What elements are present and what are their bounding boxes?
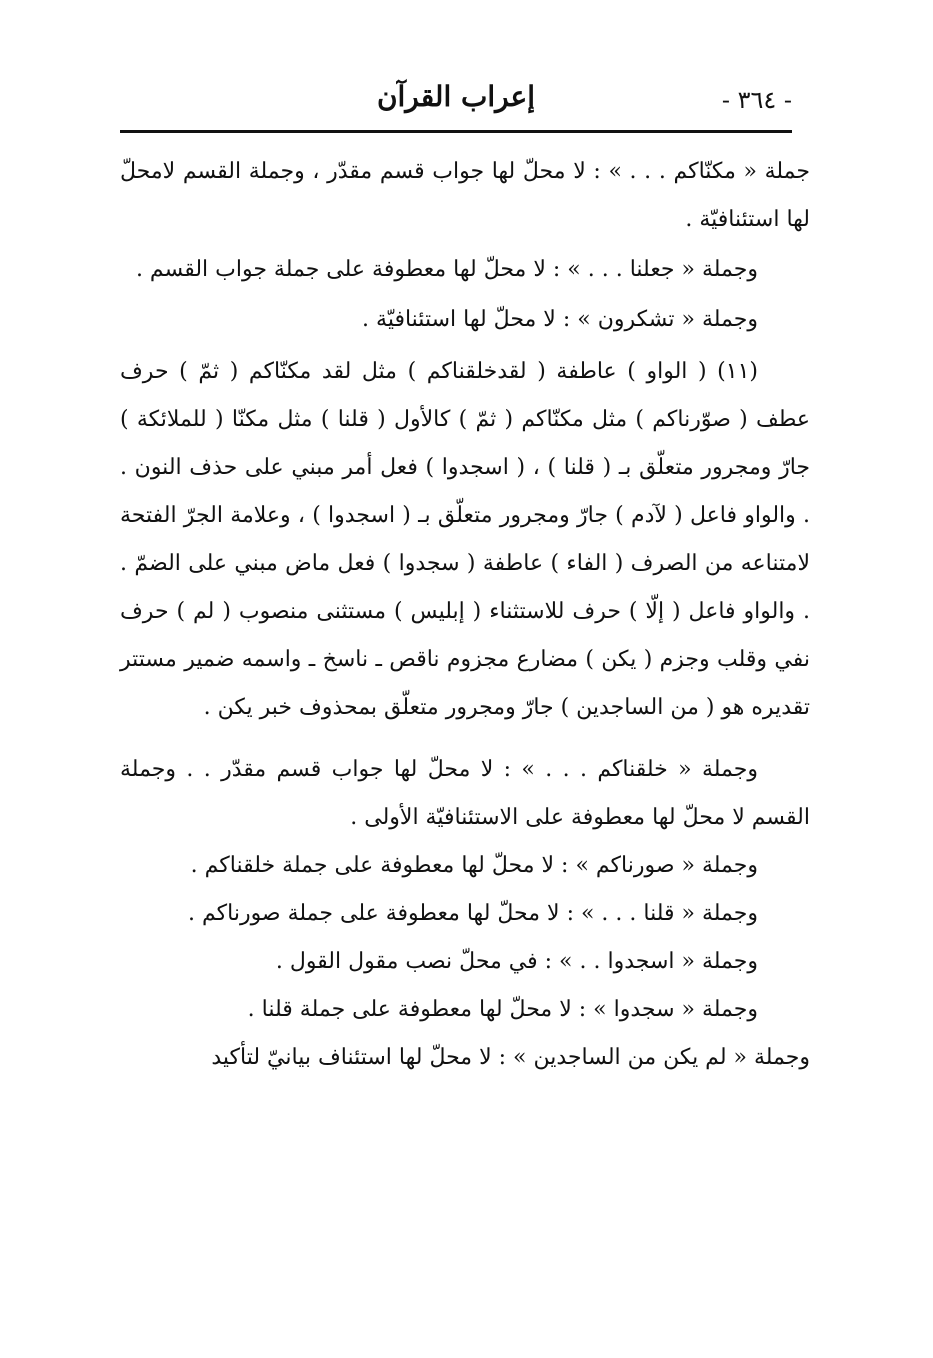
header-rule xyxy=(120,130,792,133)
page-number: - ٣٦٤ - xyxy=(721,86,792,114)
paragraph-5: وجملة « صورناكم » : لا محلّ لها معطوفة على جملة خلقناكم . xyxy=(190,853,758,878)
book-title: إعراب القرآن xyxy=(376,80,536,113)
paragraph-4: وجملة « خلقناكم . . . » : لا محلّ لها جواب قسم مقدّر . . وجملة القسم لا محلّ لها معطوفة على الاستئنافيّة الأولى . xyxy=(120,757,810,830)
paragraph-1: جملة « مكنّاكم . . . » : لا محلّ لها جواب قسم مقدّر ، وجملة القسم لامحلّ لها استئنافيّة . xyxy=(120,159,811,232)
paragraph-3: وجملة « تشكرون » : لا محلّ لها استئنافيّة . xyxy=(362,307,758,332)
page-body xyxy=(120,148,810,1082)
paragraph-verse-11: (١١) ( الواو ) عاطفة ( لقدخلقناكم ) مثل لقد مكنّاكم ( ثمّ ) حرف عطف ( صوّرناكم ) مثل مكنّاكم ( ثمّ ) كالأول ( قلنا ) مثل مكنّا ( للملائكة ) جارّ ومجرور متعلّق بـ ( قلنا ) ، ( اسجدوا ) فعل أمر مبني على حذف النون . . والواو فاعل ( لآدم ) جارّ ومجرور متعلّق بـ ( اسجدوا ) ، وعلامة الجرّ الفتحة لامتناعه من الصرف ( الفاء ) عاطفة ( سجدوا ) فعل ماض مبني على الضمّ . . والواو فاعل ( إلّا ) حرف للاستثناء ( إبليس ) مستثنى منصوب ( لم ) حرف نفي وقلب وجزم ( يكن ) مضارع مجزوم ناقص ـ ناسخ ـ واسمه ضمير مستتر تقديره هو ( من الساجدين ) جارّ ومجرور متعلّق بمحذوف خبر يكن . xyxy=(120,359,810,720)
paragraph-7: وجملة « اسجدوا . . » : في محلّ نصب مقول القول . xyxy=(275,949,758,974)
page-header xyxy=(120,78,792,128)
paragraph-9: وجملة « لم يكن من الساجدين » : لا محلّ لها استئناف بيانيّ لتأكيد xyxy=(211,1045,810,1070)
paragraph-2: وجملة « جعلنا . . . » : لا محلّ لها معطوفة على جملة جواب القسم . xyxy=(135,257,758,282)
paragraph-6: وجملة « قلنا . . . » : لا محلّ لها معطوفة على جملة صورناكم . xyxy=(188,901,758,926)
paragraph-8: وجملة « سجدوا » : لا محلّ لها معطوفة على جملة قلنا . xyxy=(247,997,758,1022)
